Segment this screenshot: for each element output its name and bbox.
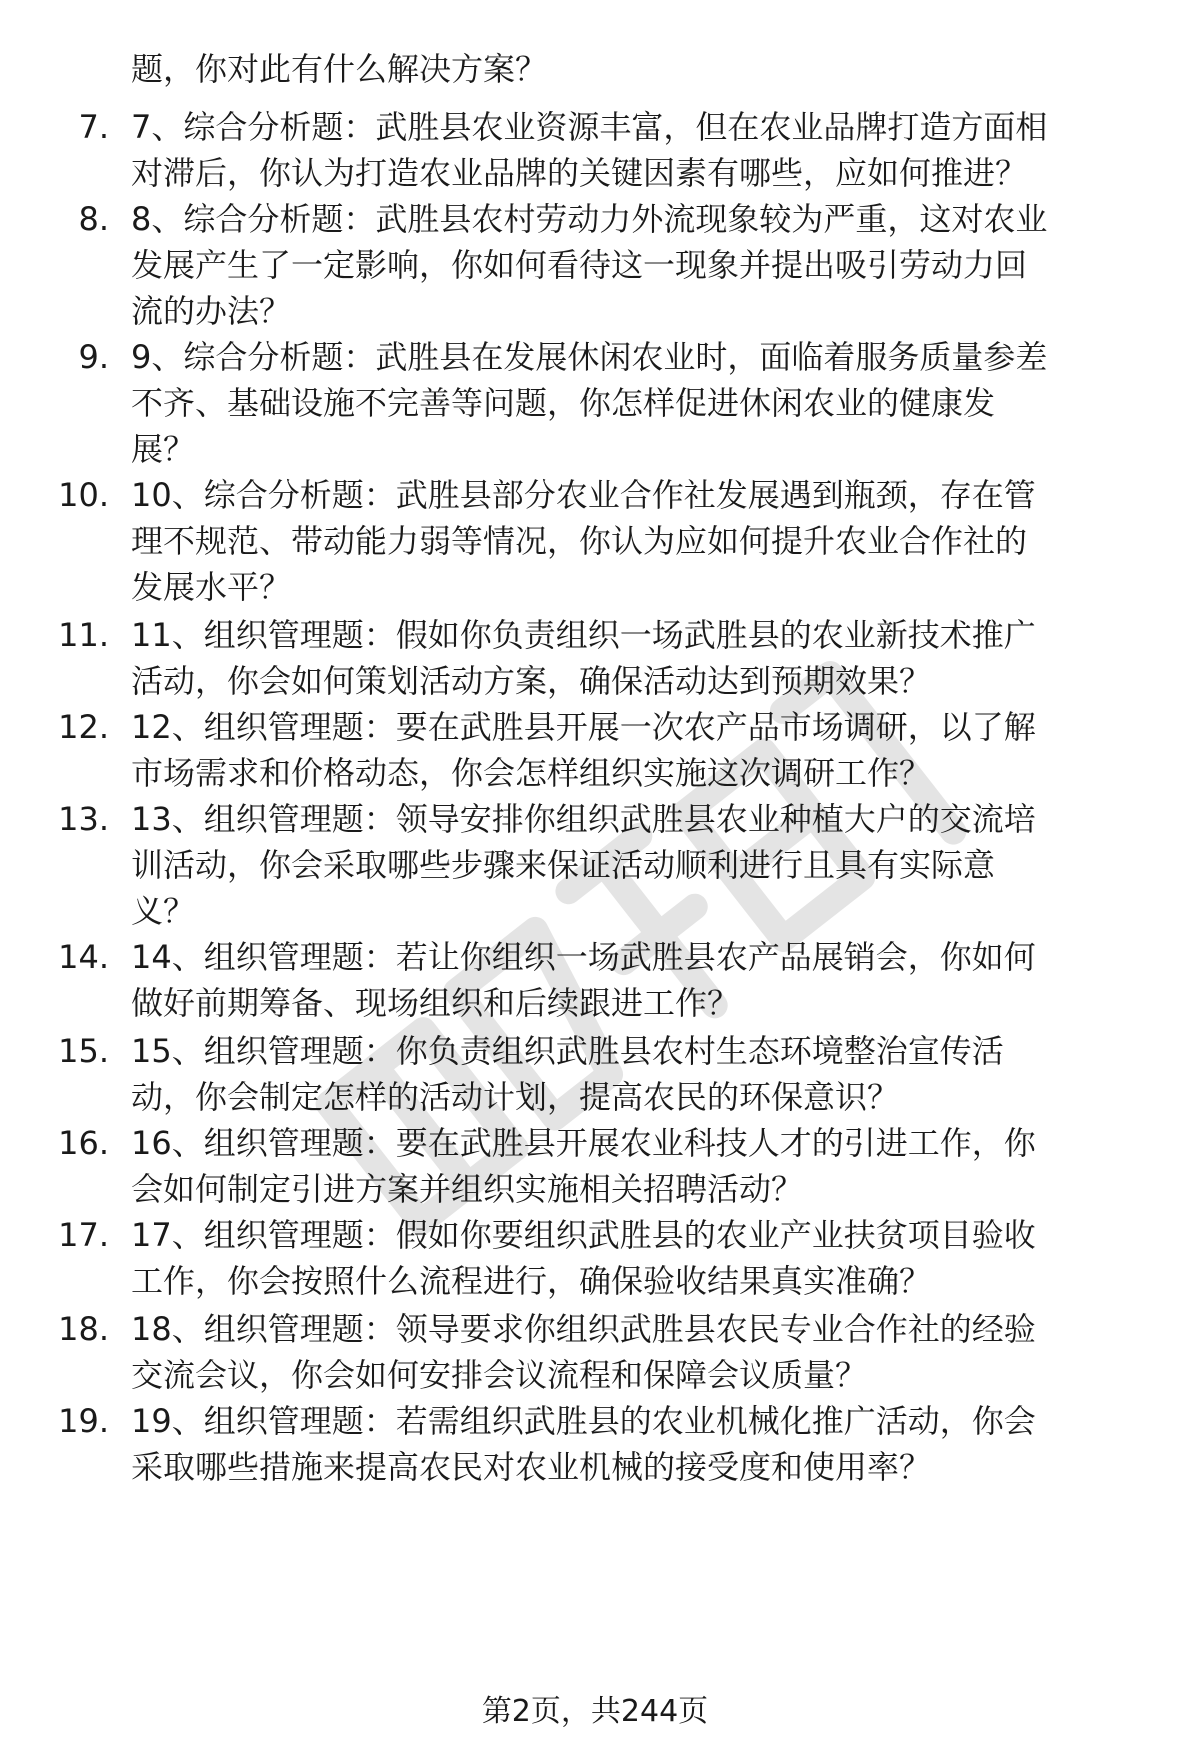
item-text-line: 16、组织管理题：要在武胜县开展农业科技人才的引进工作，你 [131,1124,1036,1162]
item-text-line: 11、组织管理题：假如你负责组织一场武胜县的农业新技术推广 [131,616,1036,654]
item-text-line: 8、综合分析题：武胜县农村劳动力外流现象较为严重，这对农业 [131,200,1048,238]
item-number: 18. [58,1310,109,1348]
item-text-line: 18、组织管理题：领导要求你组织武胜县农民专业合作社的经验 [131,1310,1036,1348]
item-text-line: 9、综合分析题：武胜县在发展休闲农业时，面临着服务质量参差 [131,338,1048,376]
item-number: 7. [78,108,109,146]
item-text-line: 训活动，你会采取哪些步骤来保证活动顺利进行且具有实际意 [131,846,996,884]
item-text-line: 对滞后，你认为打造农业品牌的关键因素有哪些，应如何推进？ [131,154,1028,192]
item-text-line: 理不规范、带动能力弱等情况，你认为应如何提升农业合作社的 [131,522,1028,560]
item-text-line: 交流会议，你会如何安排会议流程和保障会议质量？ [131,1356,868,1394]
item-number: 13. [58,800,109,838]
item-text-line: 做好前期筹备、现场组织和后续跟进工作？ [131,984,740,1022]
item-number: 17. [58,1216,109,1254]
item-number: 9. [78,338,109,376]
item-text-line: 展？ [131,430,196,468]
item-text-line: 动，你会制定怎样的活动计划，提高农民的环保意识？ [131,1078,900,1116]
item-text-line: 会如何制定引进方案并组织实施相关招聘活动？ [131,1170,804,1208]
item-text-line: 19、组织管理题：若需组织武胜县的农业机械化推广活动，你会 [131,1402,1036,1440]
item-text-line: 工作，你会按照什么流程进行，确保验收结果真实准确？ [131,1262,932,1300]
item-number: 16. [58,1124,109,1162]
item-number: 10. [58,476,109,514]
item-text-line: 17、组织管理题：假如你要组织武胜县的农业产业扶贫项目验收 [131,1216,1036,1254]
item-text-line: 7、综合分析题：武胜县农业资源丰富，但在农业品牌打造方面相 [131,108,1048,146]
page-number: 第2页，共244页 [481,1694,709,1729]
item-text-line: 活动，你会如何策划活动方案，确保活动达到预期效果？ [131,662,932,700]
item-text-line: 10、综合分析题：武胜县部分农业合作社发展遇到瓶颈，存在管 [131,476,1036,514]
item-text-line: 采取哪些措施来提高农民对农业机械的接受度和使用率？ [131,1448,932,1486]
item-text-line: 流的办法？ [131,292,292,330]
item-number: 14. [58,938,109,976]
item-text-line: 13、组织管理题：领导安排你组织武胜县农业种植大户的交流培 [131,800,1036,838]
item-text-line: 市场需求和价格动态，你会怎样组织实施这次调研工作？ [131,754,932,792]
item-number: 12. [58,708,109,746]
item-number: 11. [58,616,109,654]
item-number: 15. [58,1032,109,1070]
item-text-line: 不齐、基础设施不完善等问题，你怎样促进休闲农业的健康发 [131,384,996,422]
item-text-line: 14、组织管理题：若让你组织一场武胜县农产品展销会，你如何 [131,938,1036,976]
item-text-line: 15、组织管理题：你负责组织武胜县农村生态环境整治宣传活 [131,1032,1004,1070]
continuation-text: 题，你对此有什么解决方案？ [131,50,548,88]
item-number: 8. [78,200,109,238]
item-number: 19. [58,1402,109,1440]
item-text-line: 发展水平？ [131,568,292,606]
item-text-line: 义？ [131,892,196,930]
item-text-line: 发展产生了一定影响，你如何看待这一现象并提出吸引劳动力回 [131,246,1028,284]
item-text-line: 12、组织管理题：要在武胜县开展一次农产品市场调研，以了解 [131,708,1036,746]
